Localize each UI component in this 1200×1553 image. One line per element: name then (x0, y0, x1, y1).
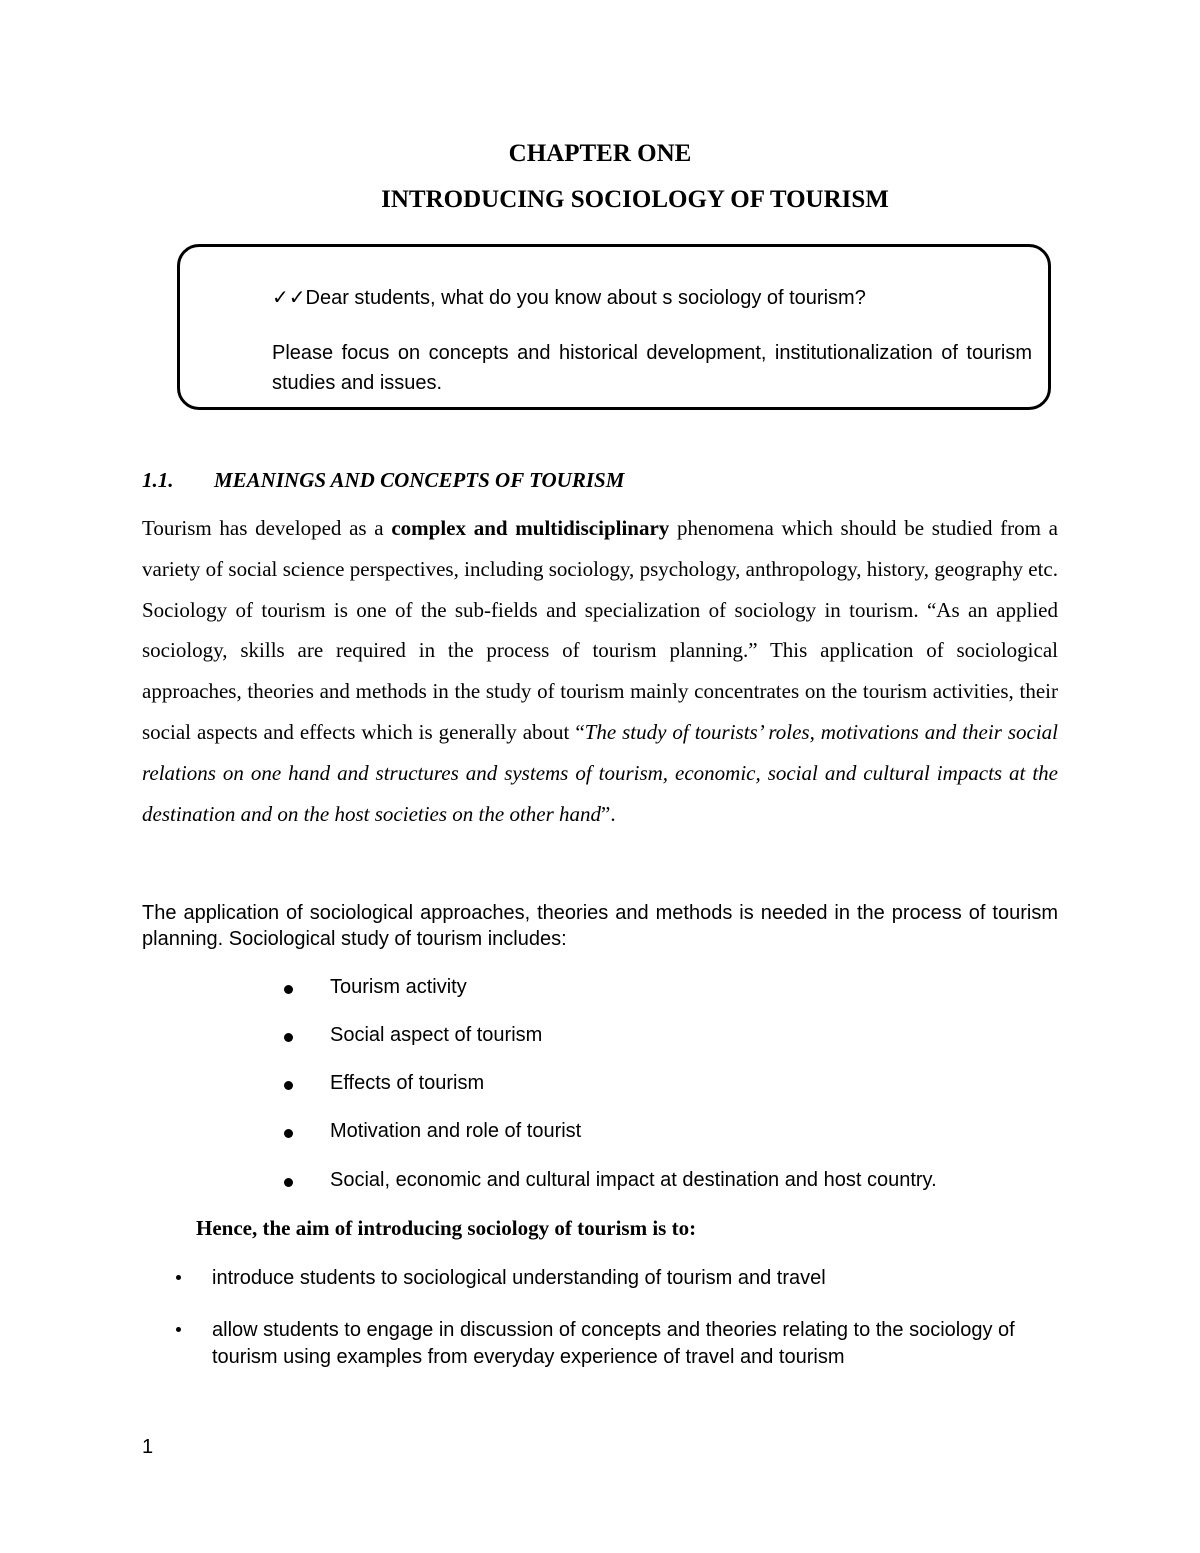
chapter-title: CHAPTER ONE (508, 140, 692, 167)
paragraph-bold-text: complex and multidisciplinary (391, 516, 670, 540)
section-title: MEANINGS AND CONCEPTS OF TOURISM (214, 468, 625, 492)
list-item: Tourism activity (330, 976, 467, 998)
aim-heading: Hence, the aim of introducing sociology of tourism is to: (196, 1216, 697, 1240)
bullet-icon (176, 1275, 181, 1280)
callout-question (272, 285, 866, 310)
section-number: 1.1. (142, 468, 174, 492)
list-item: Social aspect of tourism (330, 1024, 543, 1046)
paragraph-text: phenomena which should be studied from a variety of social science perspectives, including sociology, psychology, anthropology, history, geography etc. Sociology of tourism is one of the sub-fields and specialization of sociology in tourism. “As an applied sociology, skills are required in the process of tourism planning.” This application of sociological approaches, theories and methods in the study of tourism mainly concentrates on the tourism activities, their social aspects and effects which is generally about “ (142, 516, 1058, 744)
list-item: Social, economic and cultural impact at destination and host country. (330, 1169, 937, 1191)
checkmark-icon: ✓✓ (272, 287, 306, 309)
callout-question-text: Dear students, what do you know about s sociology of tourism? (305, 287, 866, 309)
bullet-icon (284, 1081, 293, 1090)
paragraph-text: Tourism has developed as a (142, 516, 392, 540)
bullet-icon (284, 1129, 293, 1138)
paragraph-italic-quote: The study of tourists’ roles, motivations and their social relations on one hand and structures and systems of tourism, economic, social and cultural impacts at the destination and on the host societies on the other hand (142, 719, 1058, 826)
bullet-icon (284, 985, 293, 994)
list-item: Effects of tourism (330, 1072, 485, 1094)
chapter-subtitle: INTRODUCING SOCIOLOGY OF TOURISM (381, 186, 889, 213)
list-item: introduce students to sociological understanding of tourism and travel (212, 1267, 826, 1289)
bullet-icon (176, 1327, 181, 1332)
bullet-icon (284, 1033, 293, 1042)
list-item: allow students to engage in discussion of concepts and theories relating to the sociology of tourism using examples from everyday experience of travel and tourism (212, 1319, 1015, 1368)
body-paragraph (142, 508, 1058, 834)
paragraph-text: ”. (601, 801, 616, 826)
callout-instruction: Please focus on concepts and historical development, institutionalization of tourism studies and issues. (272, 342, 1032, 394)
application-paragraph: The application of sociological approaches, theories and methods is needed in the process of tourism planning. Sociological study of tourism includes: (142, 902, 1058, 950)
bullet-icon (284, 1178, 293, 1187)
page-number: 1 (142, 1436, 154, 1458)
list-item: Motivation and role of tourist (330, 1120, 582, 1142)
